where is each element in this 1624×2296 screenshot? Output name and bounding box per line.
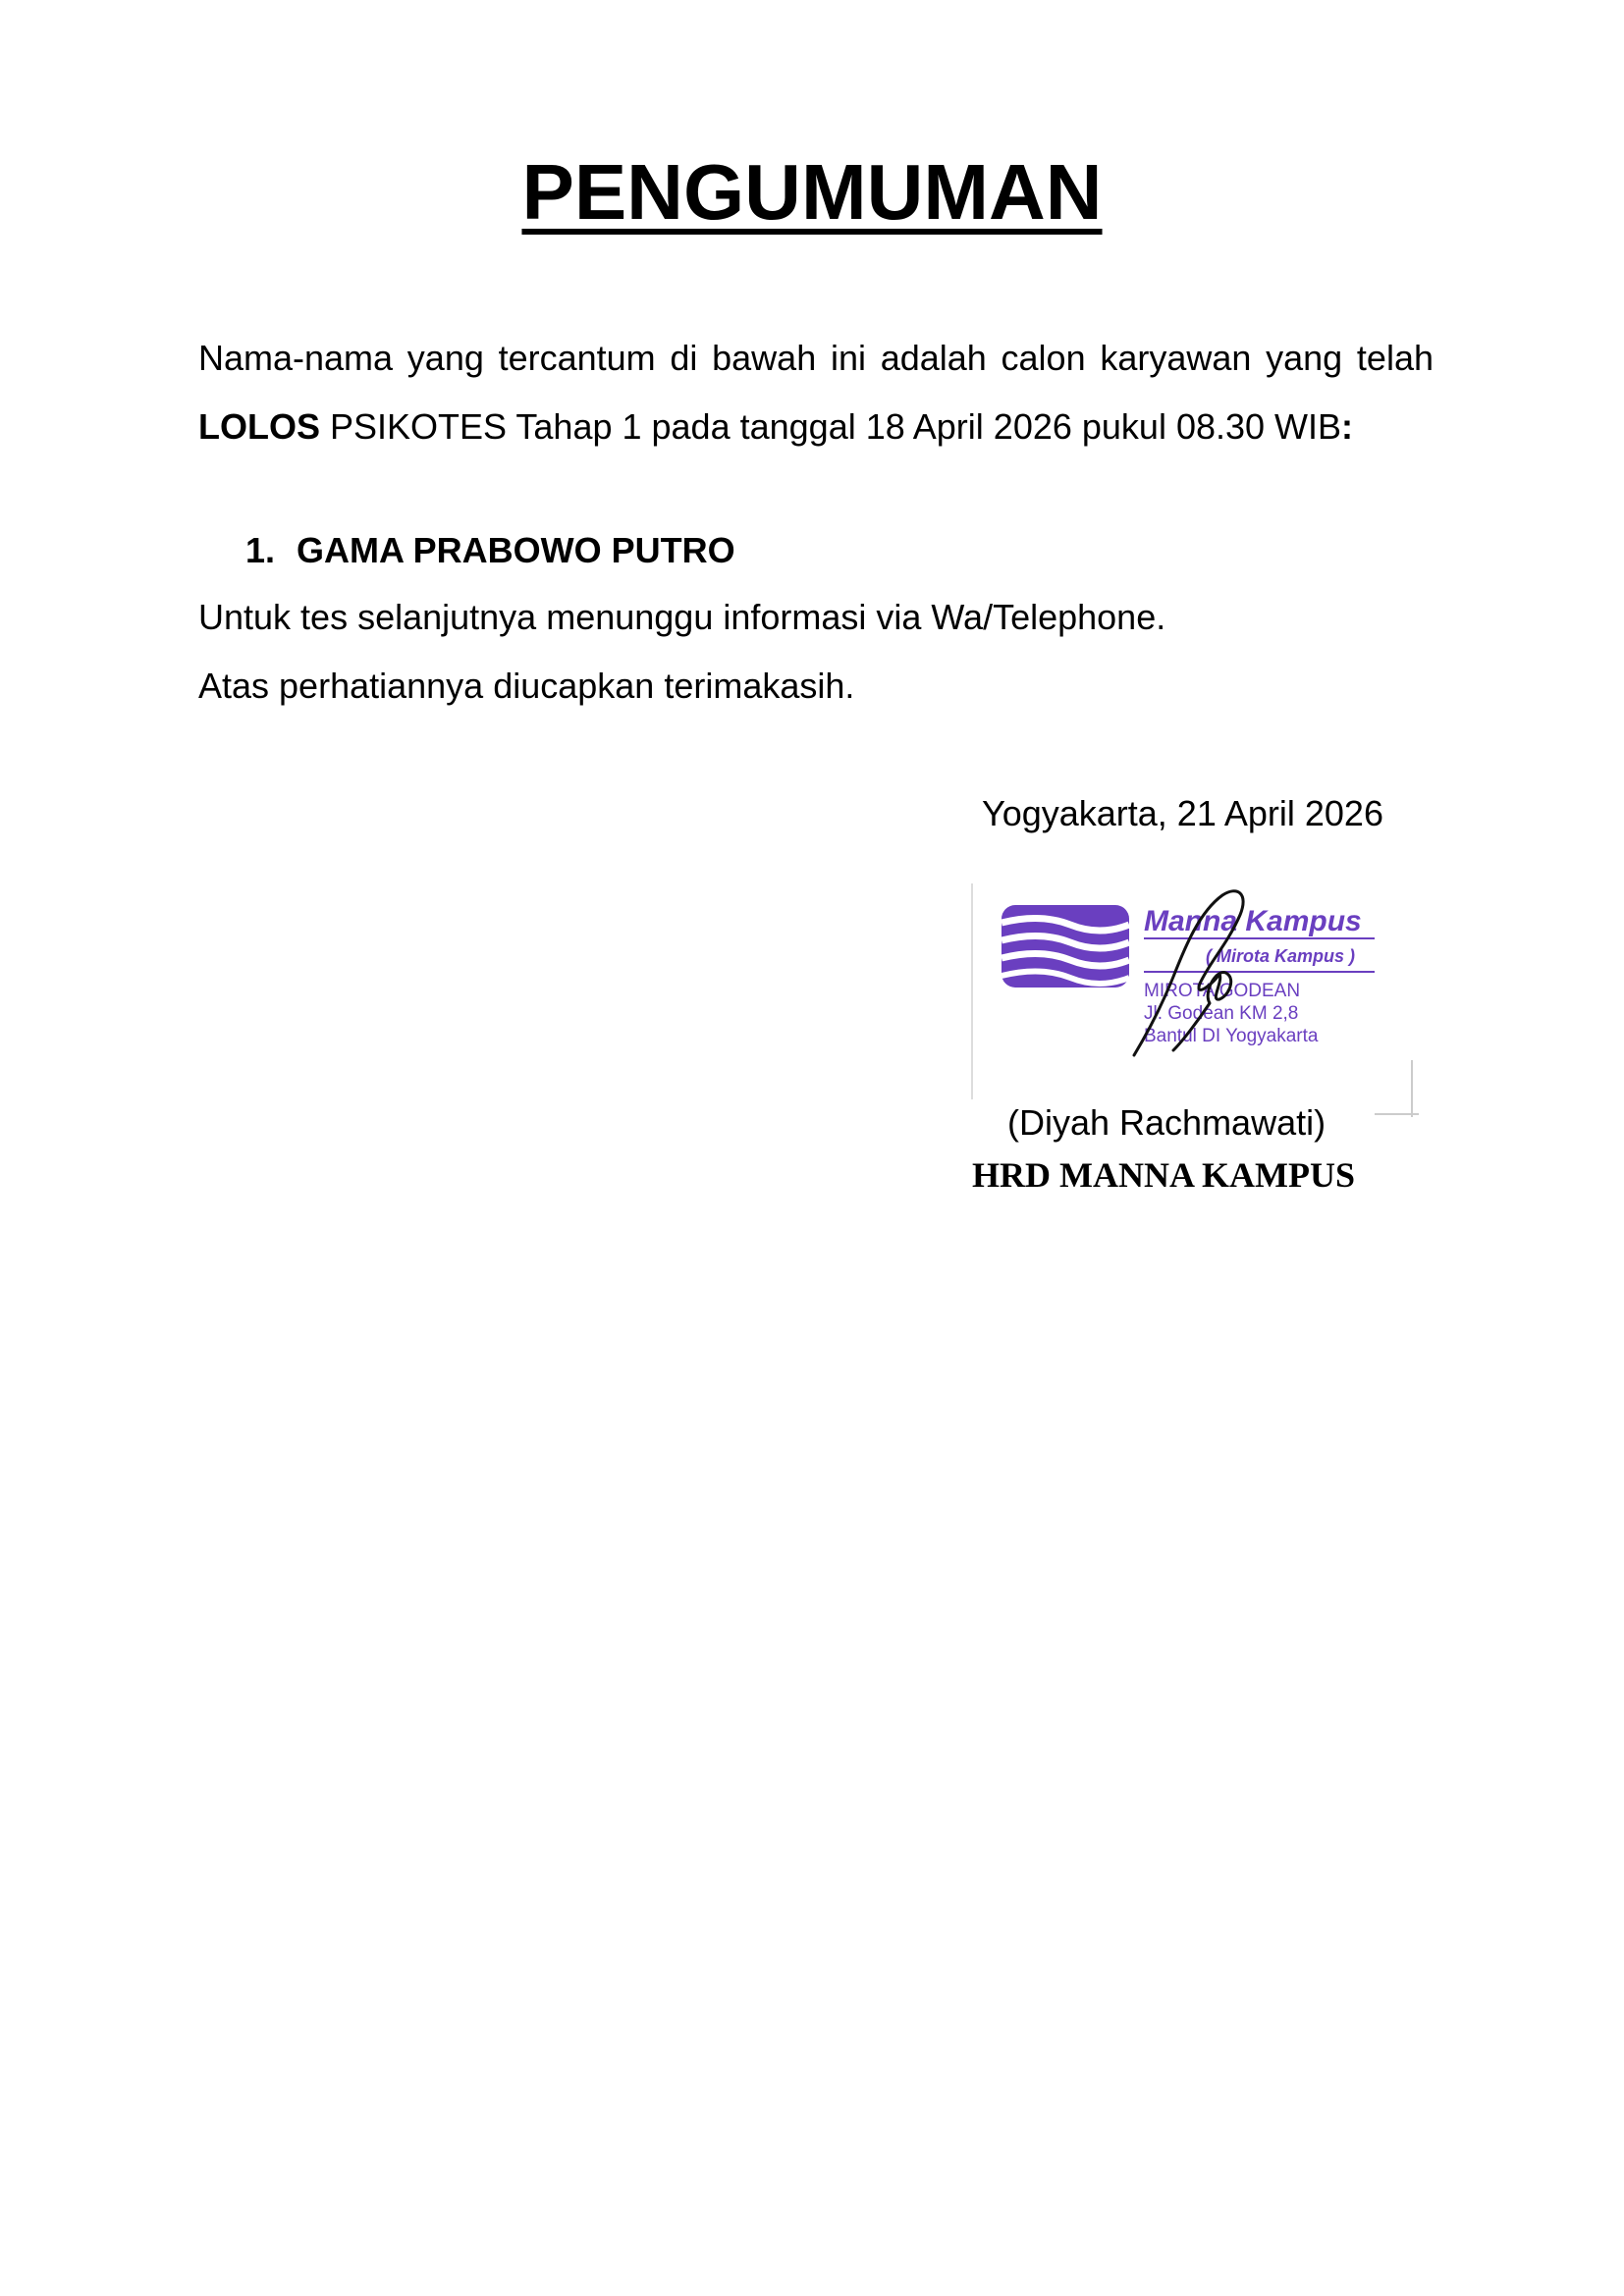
stamp-brand: Manna Kampus bbox=[1144, 905, 1362, 937]
list-number: 1. bbox=[245, 530, 276, 570]
candidate-name: GAMA PRABOWO PUTRO bbox=[297, 530, 735, 570]
wave-logo-icon bbox=[1001, 905, 1129, 988]
page-title: PENGUMUMAN bbox=[521, 148, 1103, 236]
stamp-line-2: Jl. Godean KM 2,8 bbox=[1144, 1003, 1299, 1024]
stamp-subbrand: ( Mirota Kampus ) bbox=[1206, 946, 1356, 966]
signer-name: (Diyah Rachmawati) bbox=[1007, 1102, 1326, 1143]
stamp-line-1: MIROTA GODEAN bbox=[1144, 981, 1301, 1001]
note-line: Untuk tes selanjutnya menunggu informasi via Wa/Telephone. bbox=[198, 597, 1166, 637]
status-emphasis: LOLOS bbox=[198, 406, 320, 447]
place-date: Yogyakarta, 21 April 2026 bbox=[982, 793, 1383, 833]
closing-line: Atas perhatiannya diucapkan terimakasih. bbox=[198, 666, 855, 706]
signer-position: HRD MANNA KAMPUS bbox=[972, 1155, 1355, 1195]
candidate-list-item bbox=[245, 520, 735, 581]
intro-paragraph: Nama-nama yang tercantum di bawah ini adalah calon karyawan yang telah LOLOS PSIKOTES Tahap 1 pada tanggal 18 April 2026 pukul 08.30 WIB: bbox=[198, 338, 1434, 447]
company-stamp bbox=[962, 864, 1424, 1119]
stamp-line-3: Bantul DI Yogyakarta bbox=[1144, 1026, 1319, 1046]
